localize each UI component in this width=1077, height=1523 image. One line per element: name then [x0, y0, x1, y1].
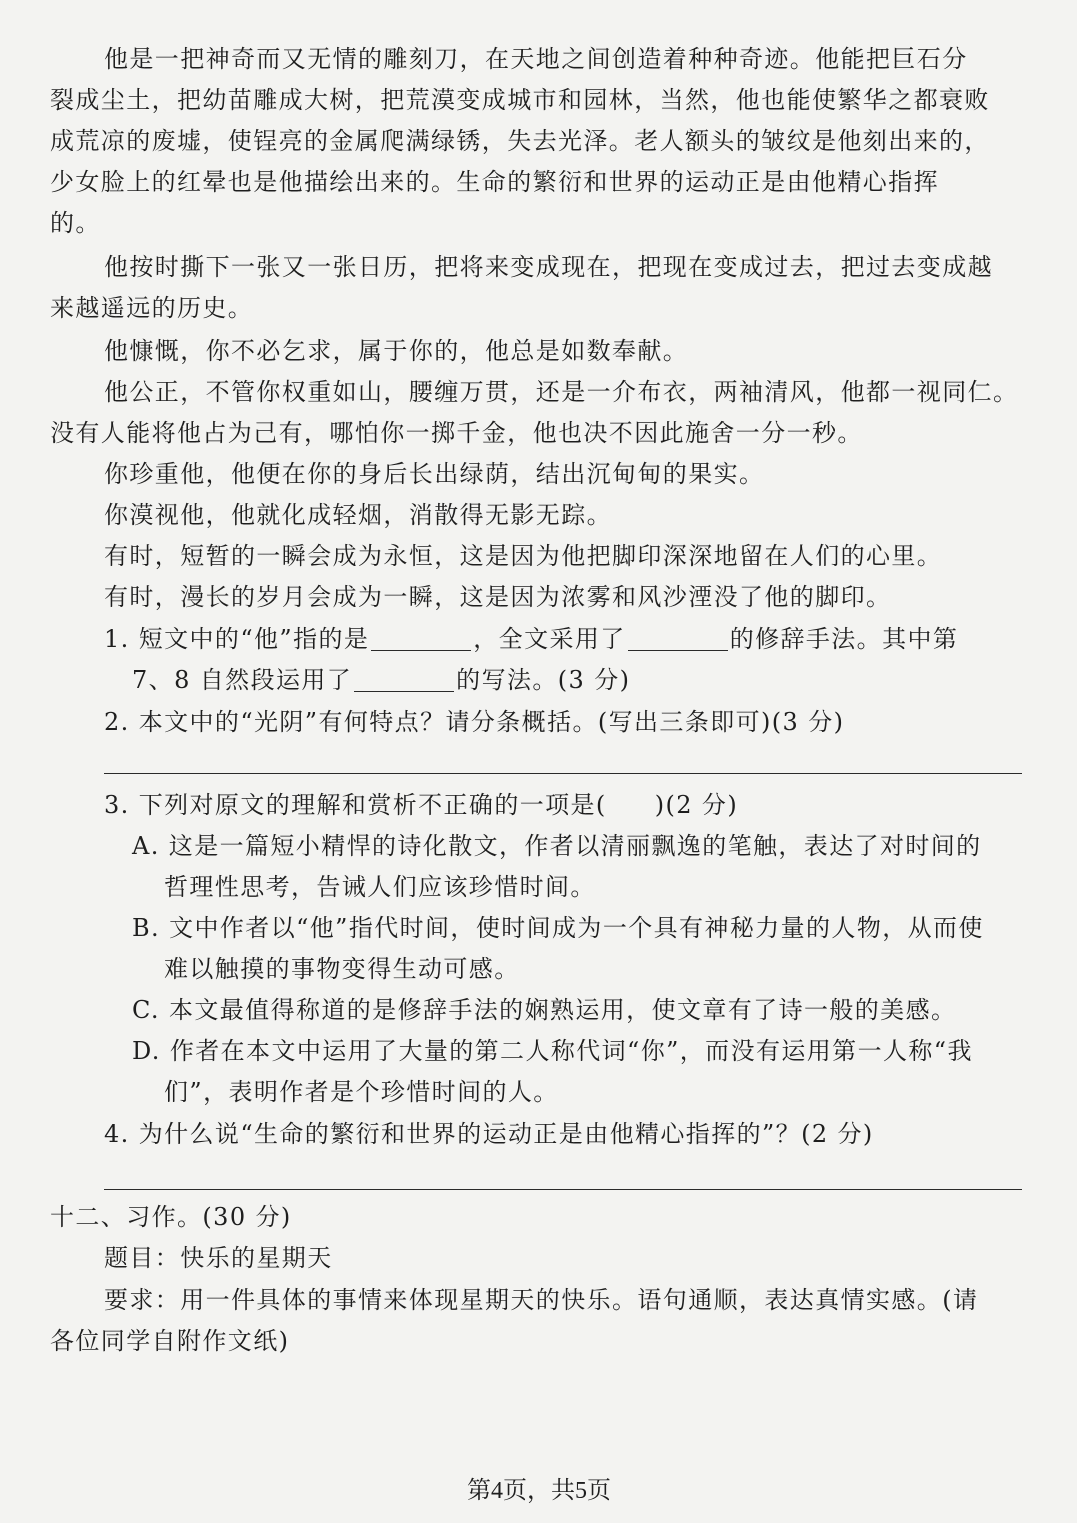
question-1-line-2 — [132, 665, 630, 695]
option-d: D. 作者在本文中运用了大量的第二人称代词“你”，而没有运用第一人称“我 — [132, 1037, 973, 1065]
passage-line: 他按时撕下一张又一张日历，把将来变成现在，把现在变成过去，把过去变成越 — [104, 253, 993, 281]
question-1-text: 的写法。(3 分) — [456, 666, 631, 694]
passage-line: 你漠视他，他就化成轻烟，消散得无影无踪。 — [104, 501, 612, 529]
passage-line: 你珍重他，他便在你的身后长出绿荫，结出沉甸甸的果实。 — [104, 460, 765, 488]
question-1-text: 1. 短文中的“他”指的是 — [104, 625, 370, 653]
option-d-continued: 们”，表明作者是个珍惜时间的人。 — [164, 1078, 559, 1106]
composition-requirement-continued: 各位同学自附作文纸) — [50, 1327, 290, 1355]
passage-line: 来越遥远的历史。 — [50, 294, 254, 322]
passage-line: 他是一把神奇而又无情的雕刻刀，在天地之间创造着种种奇迹。他能把巨石分 — [104, 45, 968, 73]
question-3-text: 3. 下列对原文的理解和赏析不正确的一项是( — [104, 791, 607, 819]
option-c: C. 本文最值得称道的是修辞手法的娴熟运用，使文章有了诗一般的美感。 — [132, 996, 957, 1024]
question-3-text: )(2 分) — [654, 791, 739, 819]
answer-line[interactable] — [104, 1189, 1022, 1190]
passage-line: 的。 — [50, 209, 101, 237]
question-1-text: 7、8 自然段运用了 — [132, 666, 353, 694]
option-b-continued: 难以触摸的事物变得生动可感。 — [164, 955, 520, 983]
composition-topic: 题目：快乐的星期天 — [104, 1244, 333, 1272]
passage-line: 他公正，不管你权重如山，腰缠万贯，还是一介布衣，两袖清风，他都一视同仁。 — [104, 378, 1019, 406]
question-1-text: 的修辞手法。其中第 — [729, 625, 959, 653]
passage-line: 少女脸上的红晕也是他描绘出来的。生命的繁衍和世界的运动正是由他精心指挥 — [50, 168, 939, 196]
passage-line: 他慷慨，你不必乞求，属于你的，他总是如数奉献。 — [104, 337, 689, 365]
answer-blank[interactable] — [354, 667, 454, 692]
answer-blank[interactable] — [628, 626, 728, 651]
option-a-continued: 哲理性思考，告诫人们应该珍惜时间。 — [164, 873, 596, 901]
option-b: B. 文中作者以“他”指代时间，使时间成为一个具有神秘力量的人物，从而使 — [132, 914, 984, 942]
composition-requirement: 要求：用一件具体的事情来体现星期天的快乐。语句通顺，表达真情实感。(请 — [104, 1286, 979, 1314]
composition-heading: 十二、习作。(30 分) — [50, 1203, 292, 1231]
answer-blank[interactable] — [371, 626, 471, 651]
passage-line: 没有人能将他占为己有，哪怕你一掷千金，他也决不因此施舍一分一秒。 — [50, 419, 863, 447]
question-1-text: ，全文采用了 — [473, 625, 626, 653]
passage-line: 有时，短暂的一瞬会成为永恒，这是因为他把脚印深深地留在人们的心里。 — [104, 542, 943, 570]
passage-line: 成荒凉的废墟，使锃亮的金属爬满绿锈，失去光泽。老人额头的皱纹是他刻出来的， — [50, 127, 990, 155]
passage-line: 裂成尘土，把幼苗雕成大树，把荒漠变成城市和园林，当然，他也能使繁华之都衰败 — [50, 86, 990, 114]
question-2: 2. 本文中的“光阴”有何特点？请分条概括。(写出三条即可)(3 分) — [104, 708, 845, 736]
answer-line[interactable] — [104, 773, 1022, 774]
question-1 — [104, 624, 958, 654]
option-a: A. 这是一篇短小精悍的诗化散文，作者以清丽飘逸的笔触，表达了对时间的 — [132, 832, 982, 860]
passage-line: 有时，漫长的岁月会成为一瞬，这是因为浓雾和风沙湮没了他的脚印。 — [104, 583, 892, 611]
page-number: 第4页，共5页 — [467, 1478, 611, 1504]
question-3 — [104, 790, 738, 820]
question-4: 4. 为什么说“生命的繁衍和世界的运动正是由他精心指挥的”？(2 分) — [104, 1120, 874, 1148]
